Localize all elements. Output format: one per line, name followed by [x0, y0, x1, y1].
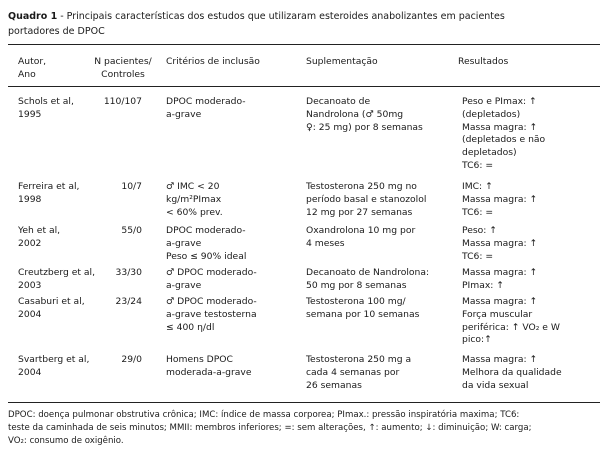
cell-autor [18, 181, 79, 207]
cell-line: ♂ IMC < 20 [166, 181, 220, 192]
cell-line: Svartberg et al, [18, 354, 90, 365]
footnote-line: teste da caminhada de seis minutos; MMII: membros inferiores; =: sem alterações, ↑: aumento; ↓: diminuição; W: carga; [8, 423, 532, 434]
cell-line: TC6: = [462, 159, 494, 171]
cell-line: semana por 10 semanas [306, 308, 420, 320]
cell-line: Testosterona 250 mg a [306, 354, 412, 365]
cell-line: Schols et al, [18, 96, 74, 107]
cell-line: Massa magra: ↑ [462, 354, 538, 365]
cell-line: pico:↑ [462, 334, 492, 346]
cell-line: 26 semanas [306, 379, 362, 391]
cell-line: ♀: 25 mg) por 8 semanas [306, 121, 423, 133]
cell-criterios [166, 96, 246, 122]
cell-line: Peso e PImax: ↑ [462, 96, 537, 107]
cell-line: Massa magra: ↑ [462, 193, 538, 205]
cell-n [102, 96, 142, 109]
cell-line: ♂ DPOC moderado- [166, 296, 257, 307]
cell-line: Testosterona 250 mg no [306, 181, 417, 192]
cell-line: Creutzberg et al, [18, 267, 96, 278]
header-rule [8, 86, 600, 87]
cell-line: Oxandrolona 10 mg por [306, 225, 416, 236]
cell-line: Decanoato de Nandrolona: [306, 267, 430, 278]
cell-line: 2002 [18, 237, 42, 249]
header-criterios: Critérios de inclusão [166, 56, 260, 67]
cell-line: TC6: = [462, 206, 494, 218]
cell-line: 50 mg por 8 semanas [306, 279, 407, 291]
cell-line: Peso ≤ 90% ideal [166, 250, 247, 262]
cell-line: PImax: ↑ [462, 279, 504, 291]
cell-n [102, 181, 142, 194]
cell-line: ♂ DPOC moderado- [166, 267, 257, 278]
cell-line: 23/24 [115, 296, 142, 307]
cell-line: (depletados e não [462, 134, 546, 146]
cell-line: ≤ 400 η/dl [166, 321, 215, 333]
cell-line: Casaburi et al, [18, 296, 85, 307]
cell-line: kg/m²PImax [166, 193, 222, 205]
cell-line: cada 4 semanas por [306, 366, 400, 378]
header-suplementacao: Suplementação [306, 56, 378, 67]
cell-line: 2003 [18, 279, 42, 291]
cell-suplementacao [306, 225, 415, 251]
cell-line: 2004 [18, 366, 42, 378]
top-rule [8, 44, 600, 45]
cell-line: < 60% prev. [166, 206, 223, 218]
cell-line: 110/107 [103, 96, 142, 107]
cell-line: Testosterona 100 mg/ [306, 296, 406, 307]
cell-suplementacao [306, 267, 429, 293]
cell-line: a-grave [166, 237, 202, 249]
cell-line: a-grave testosterna [166, 308, 257, 320]
cell-line: 4 meses [306, 237, 345, 249]
cell-criterios [166, 181, 223, 219]
cell-line: Decanoato de [306, 96, 371, 107]
cell-line: a-grave [166, 108, 202, 120]
header-resultados: Resultados [458, 56, 509, 67]
cell-line: 10/7 [121, 181, 142, 192]
cell-line: Massa magra: ↑ [462, 267, 538, 278]
cell-line: Massa magra: ↑ [462, 237, 538, 249]
cell-n [102, 296, 142, 309]
cell-line: Melhora da qualidade [462, 366, 562, 378]
cell-line: moderada-a-grave [166, 366, 252, 378]
cell-line: da vida sexual [462, 379, 529, 391]
footnote-line: VO₂: consumo de oxigênio. [8, 436, 124, 447]
cell-line: Ferreira et al, [18, 181, 80, 192]
cell-line: Massa magra: ↑ [462, 121, 538, 133]
cell-line: 1995 [18, 108, 42, 120]
cell-autor [18, 96, 74, 122]
cell-autor [18, 296, 85, 322]
cell-criterios [166, 225, 246, 263]
table-title [8, 9, 598, 39]
cell-resultados [462, 225, 537, 263]
table-caption: - Principais características dos estudos que utilizaram esteroides anabolizantes em pacientes [57, 11, 505, 22]
cell-line: Peso: ↑ [462, 225, 497, 236]
cell-suplementacao [306, 96, 423, 134]
cell-line: 29/0 [121, 354, 142, 365]
cell-autor [18, 225, 60, 251]
cell-line: TC6: = [462, 250, 494, 262]
cell-line: 1998 [18, 193, 42, 205]
cell-line: IMC: ↑ [462, 181, 493, 192]
cell-line: a-grave [166, 279, 202, 291]
cell-line: Nandrolona (♂ 50mg [306, 108, 404, 120]
cell-line: depletados) [462, 147, 517, 159]
cell-resultados [462, 96, 545, 173]
cell-line: período basal e stanozolol [306, 193, 427, 205]
cell-line: 12 mg por 27 semanas [306, 206, 413, 218]
cell-suplementacao [306, 296, 419, 322]
cell-autor [18, 267, 95, 293]
cell-criterios [166, 296, 257, 334]
cell-suplementacao [306, 354, 411, 392]
bottom-rule [8, 402, 600, 403]
cell-resultados [462, 354, 562, 392]
cell-n [102, 225, 142, 238]
table-number: Quadro 1 [8, 11, 58, 22]
cell-line: DPOC moderado- [166, 96, 246, 107]
cell-line: (depletados) [462, 108, 521, 120]
cell-suplementacao [306, 181, 426, 219]
footnote-line: DPOC: doença pulmonar obstrutiva crônica; IMC: índice de massa corporea; PImax.: pressão inspiratória maxima; TC6: [8, 410, 520, 420]
cell-line: periférica: ↑ VO₂ e W [462, 321, 560, 333]
header-n-pacientes: N pacientes/ Controles [94, 56, 152, 80]
table-footnote [8, 409, 604, 449]
cell-criterios [166, 354, 252, 380]
cell-line: Força muscular [462, 308, 533, 320]
cell-line: DPOC moderado- [166, 225, 246, 236]
cell-criterios [166, 267, 257, 293]
cell-line: Homens DPOC [166, 354, 233, 365]
cell-n [102, 267, 142, 280]
cell-resultados [462, 181, 537, 219]
cell-line: Yeh et al, [18, 225, 61, 236]
cell-resultados [462, 267, 537, 293]
cell-line: Massa magra: ↑ [462, 296, 538, 307]
cell-line: 2004 [18, 308, 42, 320]
cell-n [102, 354, 142, 367]
table-caption-line2: portadores de DPOC [8, 26, 105, 37]
header-autor: Autor, Ano [18, 56, 47, 80]
cell-line: 33/30 [115, 267, 142, 278]
cell-autor [18, 354, 89, 380]
cell-resultados [462, 296, 560, 347]
cell-line: 55/0 [121, 225, 142, 236]
